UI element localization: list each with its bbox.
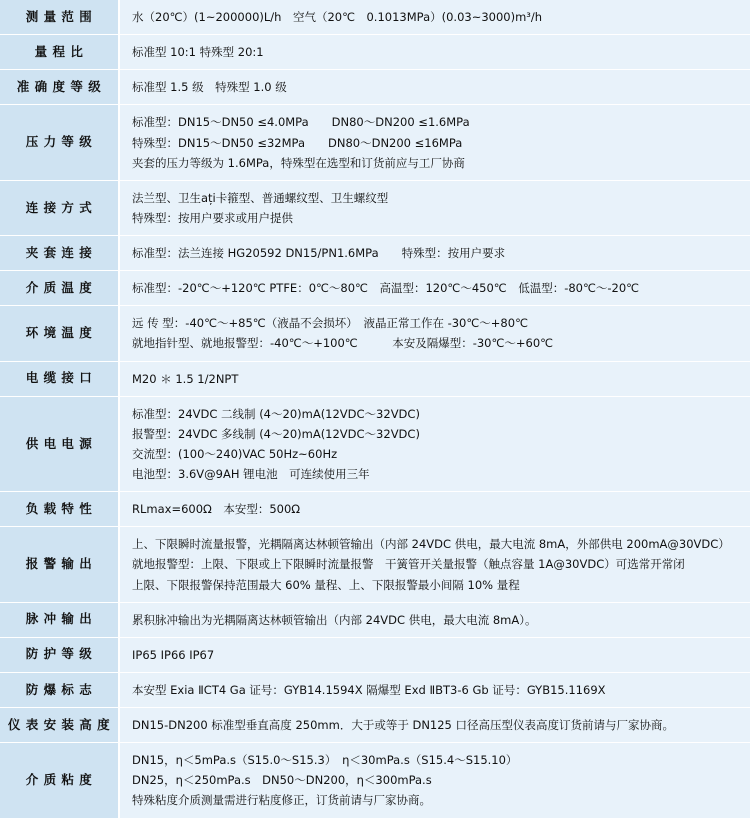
row-label: 量 程 比 bbox=[0, 35, 119, 70]
row-label: 报 警 输 出 bbox=[0, 527, 119, 602]
table-row bbox=[0, 180, 750, 235]
row-label: 介 质 温 度 bbox=[0, 271, 119, 306]
row-label: 防 护 等 级 bbox=[0, 637, 119, 672]
value-line: 就地指针型、就地报警型：-40℃～+100℃ 本安及隔爆型：-30℃～+60℃ bbox=[132, 336, 554, 351]
table-row bbox=[0, 105, 750, 180]
row-value bbox=[119, 396, 750, 492]
row-value bbox=[119, 602, 750, 637]
row-value bbox=[119, 637, 750, 672]
row-value bbox=[119, 180, 750, 235]
value-line: 法兰型、卫生ați卡箍型、普通螺纹型、卫生螺纹型 bbox=[132, 190, 389, 205]
value-line: 标准型：DN15～DN50 ≤4.0MPa DN80～DN200 ≤1.6MPa bbox=[132, 115, 470, 130]
row-label: 环 境 温 度 bbox=[0, 306, 119, 361]
value-line: 水（20℃）(1~200000)L/h 空气（20℃ 0.1013MPa）(0.03~3000)m³/h bbox=[132, 10, 543, 24]
row-label: 准 确 度 等 级 bbox=[0, 70, 119, 105]
value-line: 特殊型：DN15～DN50 ≤32MPa DN80～DN200 ≤16MPa bbox=[132, 135, 463, 150]
row-value bbox=[119, 306, 750, 361]
table-row bbox=[0, 492, 750, 527]
row-value bbox=[119, 743, 750, 818]
row-label: 脉 冲 输 出 bbox=[0, 602, 119, 637]
table-row bbox=[0, 70, 750, 105]
value-line: 本安型 Exia ⅡCT4 Ga 证号：GYB14.1594X 隔爆型 Exd ⅡBT3-6 Gb 证号：GYB15.1169X bbox=[132, 682, 606, 697]
row-value bbox=[119, 236, 750, 271]
row-value bbox=[119, 35, 750, 70]
table-row bbox=[0, 602, 750, 637]
value-line: 交流型：(100～240)VAC 50Hz~60Hz bbox=[132, 446, 338, 461]
row-value bbox=[119, 361, 750, 396]
row-label: 测 量 范 围 bbox=[0, 0, 119, 35]
row-label: 电 缆 接 口 bbox=[0, 361, 119, 396]
value-line: 特殊型：按用户要求或用户提供 bbox=[132, 210, 293, 225]
table-row bbox=[0, 361, 750, 396]
value-line: M20 ＊ 1.5 1/2NPT bbox=[132, 371, 239, 386]
value-line: 标准型：24VDC 二线制 (4～20)mA(12VDC～32VDC) bbox=[132, 406, 420, 421]
table-row bbox=[0, 35, 750, 70]
value-line: 夹套的压力等级为 1.6MPa，特殊型在选型和订货前应与工厂协商 bbox=[132, 155, 465, 170]
row-label: 夹 套 连 接 bbox=[0, 236, 119, 271]
value-line: 上、下限瞬时流量报警，光耦隔离达林顿管输出（内部 24VDC 供电，最大电流 8mA，外部供电 200mA@30VDC） bbox=[132, 537, 730, 552]
value-line: 电池型：3.6V@9AH 锂电池 可连续使用三年 bbox=[132, 467, 370, 481]
value-line: 累积脉冲输出为光耦隔离达林顿管输出（内部 24VDC 供电，最大电流 8mA）。 bbox=[132, 612, 537, 627]
row-label: 介 质 粘 度 bbox=[0, 743, 119, 818]
row-value bbox=[119, 70, 750, 105]
value-line: DN15-DN200 标准型垂直高度 250mm．大于或等于 DN125 口径高压型仪表高度订货前请与厂家协商。 bbox=[132, 718, 675, 732]
value-line: DN15，η＜5mPa.s（S15.0～S15.3） η＜30mPa.s（S15.4～S15.10） bbox=[132, 753, 518, 768]
value-line: 标准型：-20℃～+120℃ PTFE：0℃～80℃ 高温型：120℃～450℃ 低温型：-80℃～-20℃ bbox=[132, 281, 640, 296]
row-label: 仪 表 安 装 高 度 bbox=[0, 708, 119, 743]
value-line: 远 传 型：-40℃～+85℃（液晶不会损坏） 液晶正常工作在 -30℃～+80℃ bbox=[132, 316, 528, 331]
row-label: 压 力 等 级 bbox=[0, 105, 119, 180]
value-line: IP65 IP66 IP67 bbox=[132, 647, 215, 662]
row-label: 防 爆 标 志 bbox=[0, 672, 119, 707]
value-line: 就地报警型：上限、下限或上下限瞬时流量报警 干簧管开关量报警（触点容量 1A@30VDC）可选常开常闭 bbox=[132, 557, 685, 572]
table-row bbox=[0, 236, 750, 271]
row-value bbox=[119, 708, 750, 743]
row-label: 供 电 电 源 bbox=[0, 396, 119, 492]
table-row bbox=[0, 637, 750, 672]
table-row bbox=[0, 672, 750, 707]
row-value bbox=[119, 0, 750, 35]
row-value bbox=[119, 105, 750, 180]
row-label: 连 接 方 式 bbox=[0, 180, 119, 235]
table-row bbox=[0, 743, 750, 818]
table-row bbox=[0, 708, 750, 743]
value-line: 报警型：24VDC 多线制 (4～20)mA(12VDC～32VDC) bbox=[132, 426, 420, 441]
row-label: 负 载 特 性 bbox=[0, 492, 119, 527]
row-value bbox=[119, 492, 750, 527]
value-line: RLmax=600Ω 本安型：500Ω bbox=[132, 502, 301, 517]
row-value bbox=[119, 527, 750, 602]
table-row bbox=[0, 271, 750, 306]
table-row bbox=[0, 527, 750, 602]
value-line: 标准型：法兰连接 HG20592 DN15/PN1.6MPa 特殊型：按用户要求 bbox=[132, 246, 506, 260]
value-line: 上限、下限报警保持范围最大 60% 量程、上、下限报警最小间隔 10% 量程 bbox=[132, 577, 520, 592]
table-row bbox=[0, 0, 750, 35]
table-row bbox=[0, 396, 750, 492]
value-line: 标准型 10:1 特殊型 20:1 bbox=[132, 45, 264, 60]
value-line: 特殊粘度介质测量需进行粘度修正，订货前请与厂家协商。 bbox=[132, 793, 431, 808]
row-value bbox=[119, 271, 750, 306]
row-value bbox=[119, 672, 750, 707]
value-line: 标准型 1.5 级 特殊型 1.0 级 bbox=[132, 80, 287, 95]
table-row bbox=[0, 306, 750, 361]
value-line: DN25，η＜250mPa.s DN50～DN200，η＜300mPa.s bbox=[132, 773, 432, 788]
